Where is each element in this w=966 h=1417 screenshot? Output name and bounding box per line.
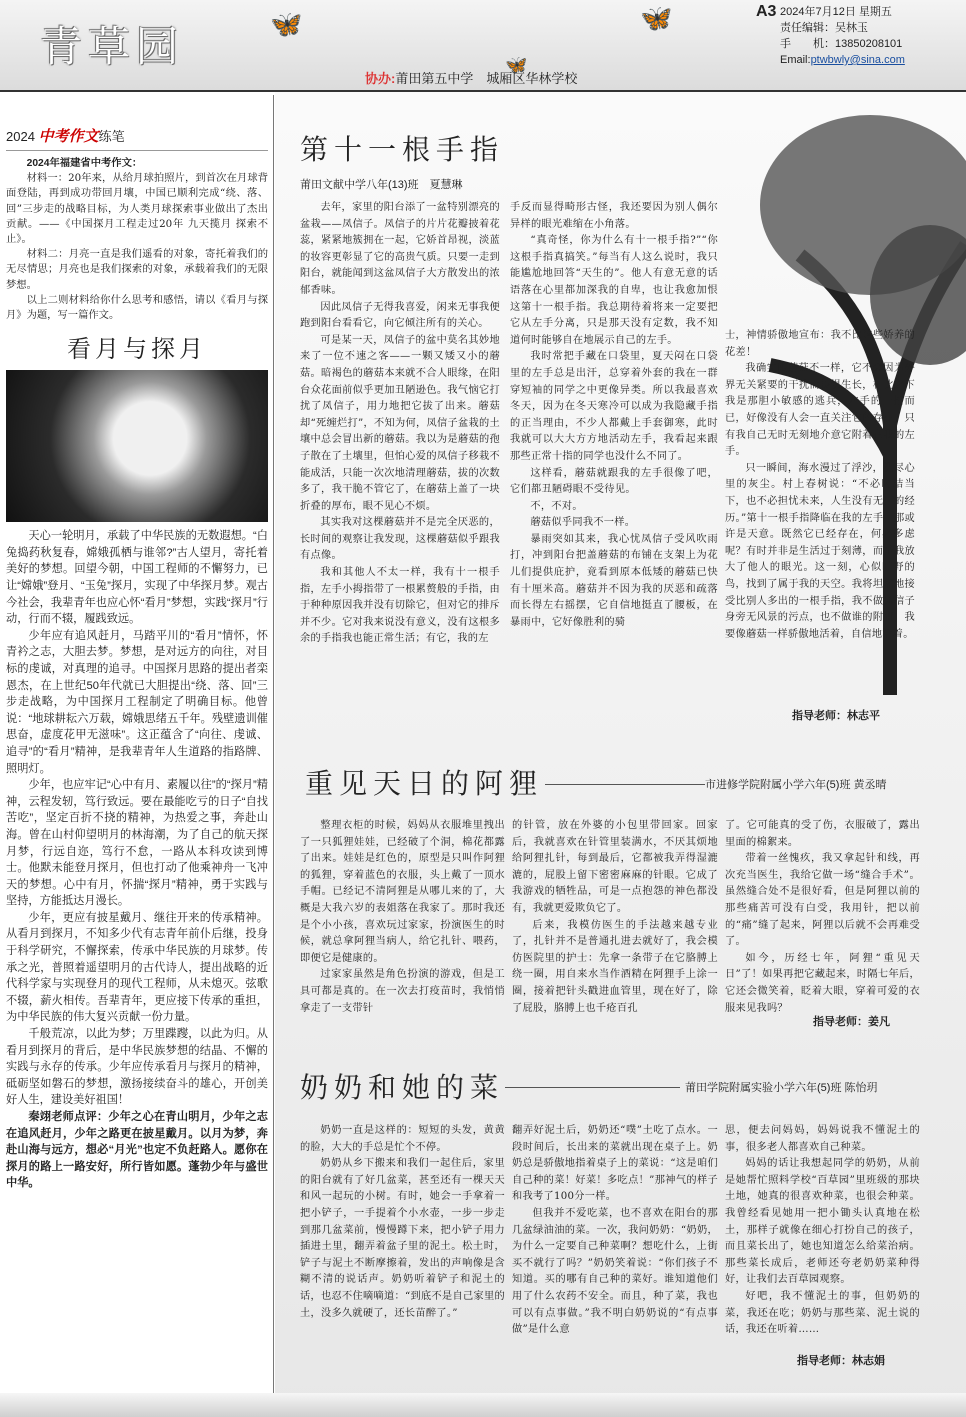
butterfly-icon: 🦋 xyxy=(270,10,303,40)
article-title: 第十一根手指 xyxy=(300,133,505,166)
article-column: 了。它可能真的受了伤，衣服破了，露出里面的棉絮来。 带着一丝愧疚，我又拿起针和线，再次充当医生，我给它做一场“缝合手术”。虽然缝合处不是很好看，但是阿狸以前的那些痛苦可没有白受，我用针，把以前的“痛”缝了起来，阿狸以后就不会再难受了。 如今，历经七年，阿狸“重见天日”了！如果再把它藏起来，时隔七年后，它还会微笑着，眨着大眼，穿着可爱的衣服来见我吗？ xyxy=(725,820,920,1014)
section-title: 青草园 xyxy=(40,22,185,71)
essay-body: 天心一轮明月，承载了中华民族的无数遐想。“白兔捣药秋复春，嫦娥孤栖与谁邻?”古人望月，寄托着美好的梦想。回望今朝，中国工程师的不懈努力，已让“嫦娥”登月、“玉兔”探月，实现了中华探月梦。观古今社会，我辈青年也应心怀“看月”梦想，实践“探月”行动，行而不辍，履践致远。 少年应有追风赶月，马踏平川的“看月”情怀，怀青衿之志，大胆去梦。梦想，是对远方的向往，对目标的虔诚，对真理的追寻。中国探月思路的提出者栾恩杰，在上世纪50年代就已大胆提出“绕、落、回”三步走战略，为中国探月工程制定了明确目标。他曾说：“地球耕耘六万载，嫦娥思绪五千年。残壁遗训催思奋，虚度花甲无滋味”。这正蕴含了“向往、虔诚、追寻”的“看月”精神，是我辈青年人生道路的指路牌、照明灯。 少年，也应牢记“心中有月、素履以往”的“探月”精神，云程发轫，笃行致远。要在最能吃亏的日子“自找苦吃”，坚定百折不挠的精神，为热爱之事，奔赴山海。曾在山村仰望明月的林海潮，为了自己的航天探月梦，行远自迩，笃行不怠，一路从本科攻读到博士。他默未能登月探月，但也打动了他乘神舟一飞冲天的梦想。心中有月，怀揣“探月”精神，勇于实践与坚持，方能抵达月漫长。 少年，更应有披星戴月、继往开来的传承精神。从看月到探月，不知多少代有志青年前仆后继，投身于科学研究，不懈探索，传承中华民族的月球梦。传承之光，普照着遥望明月的古代诗人，提出战略的近代科学家与实现登月的现代工程师，从未熄灭。弦歌不辍，薪火相传。吾辈青年，更应接下传承的重担，为中华民族的伟大复兴贡献一份力量。 千般荒凉，以此为梦；万里蹀躞，以此为归。从看月到探月的背后，是中华民族梦想的结晶、不懈的实践与永存的传承。少年应传承看月与探月的精神，砥砺坚如磐石的梦想，激扬接续奋斗的雄心，开创美好人生，建设美好祖国！ 秦翊老师点评：少年之心在青山明月，少年之志在追风赶月，少年之路更在披星戴月。以月为梦，奔赴山海与远方，想必“月光”也定不负赶路人。愿你在探月的路上一路安好，所行皆如愿。蓬勃少年与盛世中华。 xyxy=(6,528,268,1192)
date: 2024年7月12日 星期五 xyxy=(780,6,892,18)
byline: 市进修学院附属小学六年(5)班 黄丞晴 xyxy=(705,779,887,791)
prompt: 2024年福建省中考作文： 材料一：20年来，从给月球拍照片，到首次在月球背面登陆，再到成功带回月壤，中国已顺利完成“绕、落、回”三步走的战略目标，为人类月球探索事业做出了杰出贡献。——《中国探月工程走过20年 九天揽月 探索不止》。 材料二：月亮一直是我们遥看的对象，寄托着我们的无尽情思；月亮也是我们探索的对象，承载着我们的无限梦想。 以上二则材料给你什么思考和感悟，请以《看月与探月》为题，写一篇作文。 xyxy=(6,158,268,322)
article-column: 去年，家里的阳台添了一盆特别漂亮的盆栽——凤信子。凤信子的片片花瓣披着花蕊，紧紧地簇拥在一起，它娇首昂视，淡蓝的妆容更彰显了它的高贵气质。只要一走到阳台，就能闻到这盆凤信子大方散发出的浓郁香味。 因此凤信子无得我喜爱，闲来无事我便跑到阳台看看它，向它倾注所有的关心。 可是某一天，凤信子的盆中莫名其妙地来了一位不速之客——一颗又矮又小的蘑菇。暗褐色的蘑菇本来就不合人眼缘，在阳台众花面前似乎更加丑陋逊色。我气恼它打扰了凤信子，用力地把它拔了出来。蘑菇却“死缠烂打”，不知为何，凤信子盆栽的土壤中总会冒出新的蘑菇。我以为是蘑菇的孢子散在了土壤里，但怕心爱的凤信子移栽不能成活，只能一次次地清理蘑菇，拔的次数多了，我干脆不管它了，在蘑菇上盖了一块折叠的厚布，眼不见心不烦。 其实我对这棵蘑菇并不是完全厌恶的，长时间的观察让我发现，这棵蘑菇似乎跟我有点像。 我和其他人不太一样，我有十一根手指，左手小拇指带了一根累赘般的手指，由于种种原因我并没有切除它，但对它的排斥并不少。它对我来说没有意义，没有这根多余的手指我也能正常生活；有它，我的左 xyxy=(300,202,500,645)
essay-title: 看月与探月 xyxy=(67,335,207,364)
teacher-credit: 指导老师：林志平 xyxy=(792,710,880,722)
byline: 莆田文献中学八年(13)班 夏慧琳 xyxy=(300,179,463,191)
footer-decoration xyxy=(0,1393,966,1417)
article-column: 士，神情骄傲地宣布：我不比这些娇养的花差！ 我确实跟蘑菇不一样，它不会因为外界无关紧要的干扰而畏惧生长，相比之下我是那胆小敏感的逃兵，左手的一指而已，好像没有人会一直关注它的存在，只有我自己无时无刻地介意它附着在我的左手。 只一瞬间，海水漫过了浮沙，洗尽心里的灰尘。村上春树说：“不必时结当下，也不必担忧未来，人生没有无用的经历。”第十一根手指降临在我的左手，那或许是天意。既然它已经存在，何必多虑呢？有时并非是生活过于刻薄，而是我放大了他人的眼光。这一刻，心似旷野的鸟，找到了属于我的天空。我将坦然地接受比别人多出的一根手指，我不做凤信子身旁无风景的污点，也不做谁的附庸，我要像蘑菇一样骄傲地活着，自信地活着。 xyxy=(725,330,915,640)
article-column: 翻弄好泥土后，奶奶还“噗”土吃了点水。一段时间后，长出来的菜就出现在桌子上。奶奶总是骄傲地指着桌子上的菜说：“这是咱们自己种的菜！好菜！多吃点！”那神气的样子和我考了100分一样。 但我并不爱吃菜，也不喜欢在阳台的那几盆绿油油的菜。一次，我问奶奶：“奶奶，为什么一定要自己种菜啊？想吃什么，上街买不就行了吗？”奶奶笑着说：“你们孩子不知道。买的哪有自己种的菜好。谁知道他们用了什么农药不安全。而且，种了菜，我也可以有点事做。”我不明白奶奶说的“有点事做”是什么意 xyxy=(512,1125,718,1336)
email: Email:ptwbwly@sina.com xyxy=(780,54,905,66)
editor: 责任编辑：吴林玉 xyxy=(780,22,868,34)
article-column: 奶奶一直是这样的：短短的头发，黄黄的脸，大大的手总是忙个不停。 奶奶从乡下搬来和我们一起住后，家里的阳台就有了好几盆菜，甚至还有一棵天天和风一起玩的小树。有时，她会一手拿着一把小铲子，一手提着个小水壶，一步一步走到那几盆菜前，慢慢蹲下来，把小铲子用力插进土里，翻弄着盆子里的泥土。松土时，铲子与泥土不断摩擦着，发出的声响像是含糊不清的说话声。奶奶听着铲子和泥土的话，也忍不住嘀嘀道：“到底不是自己家里的土，没多久就硬了，还长苗醉了。” xyxy=(300,1125,505,1319)
moon-illustration xyxy=(6,370,268,522)
title-rule xyxy=(505,1087,680,1088)
butterfly-icon: 🦋 xyxy=(640,4,673,34)
phone: 手 机：13850208101 xyxy=(780,38,903,50)
article-title: 奶奶和她的菜 xyxy=(300,1071,505,1104)
left-column xyxy=(6,95,268,1192)
teacher-credit: 指导老师：姜凡 xyxy=(813,1016,890,1028)
article-column: 思，便去问妈妈，妈妈说我不懂泥土的事，很多老人都喜欢自己种菜。 妈妈的话让我想起同学的奶奶，从前是她帮忙照料学校“百草园”里班级的那块土地，她真的很喜欢种菜，也很会种菜。我曾经看见她用一把小锄头认真地在松土，那样子就像在细心打扮自己的孩子，而且菜长出了，她也知道怎么给菜治病。那些菜长成后，老师还夸老奶奶菜种得好，让我们去百草园观察。 好吧，我不懂泥土的事，但奶奶的菜，我还在吃；奶奶与那些菜、泥土说的话，我还在听着…… xyxy=(725,1125,920,1336)
byline: 莆田学院附属实验小学六年(5)班 陈怡玥 xyxy=(685,1082,878,1094)
butterfly-icon: 🦋 xyxy=(505,55,528,76)
teacher-credit: 指导老师：林志娟 xyxy=(797,1355,885,1367)
article-title: 重见天日的阿狸 xyxy=(305,767,544,800)
page-number: A3 xyxy=(756,3,777,20)
page-info xyxy=(756,3,905,68)
title-rule xyxy=(545,784,705,785)
article-column: 整理衣柜的时候，妈妈从衣服堆里拽出了一只狐狸娃娃，已经破了个洞，棉花都露了出来。娃娃是红色的，原型是只叫作阿狸的狐狸，穿着蓝色的衣服，头上戴了一顶水手帽。已经记不清阿狸是从哪儿来的了，大概是大我六岁的表姐落在我家了。那时我还是个小小孩，喜欢玩过家家，扮演医生的时候，就总拿阿狸当病人，给它扎针、喂药，即便它是健康的。 过家家虽然是角色扮演的游戏，但是工具可都是真的。在一次去打疫苗时，我悄悄拿走了一支带针 xyxy=(300,820,505,1014)
series-title: 2024 中考作文练笔 xyxy=(6,95,268,151)
teacher-comment: 秦翊老师点评：少年之心在青山明月，少年之志在追风赶月，少年之路更在披星戴月。以月为梦，奔赴山海与远方，想必“月光”也定不负赶路人。愿你在探月的路上一路安好，所行皆如愿。蓬勃少年与盛世中华。 xyxy=(6,1111,268,1190)
column-divider xyxy=(273,95,274,1410)
article-column: 的针管，放在外婆的小包里带回家。回家后，我就喜欢在针管里装满水，不厌其烦地给阿狸扎针，每到最后，它都被我弄得湿漉漉的，屁股上留下密密麻麻的针眼。它成了我游戏的牺牲品，可是一点抱怨的神色都没有，我就更爱欺负它了。 后来，我模仿医生的手法越来越专业了，扎针并不是普通扎进去就好了，我会模仿医院里的护士：先拿一条带子在它胳膊上绕一圈，用自来水当作酒精在阿狸手上涂一圈，接着把针头戳进血管里，现在好了，除了屁股，胳膊上也千疮百孔 xyxy=(512,820,718,1014)
article-column: 手反而显得畸形古怪，我还要因为别人偶尔异样的眼光难缩在小角落。 “真奇怪，你为什么有十一根手指?”“你这根手指真搞笑。”每当有人这么说时，我只能尴尬地回答“天生的”。他人有意无意的话语落在心里都加深我的自卑，也让我愈加恨这第十一根手指。我总期待着将来一定要把它从左手分离，只是那天没有定数，我不知道何时能够自在地展示自己的左手。 我时常把手藏在口袋里，夏天闷在口袋里的左手总是出汗，总穿着外套的我在一群穿短袖的同学之中更像异类。所以我最喜欢冬天，因为在冬天寒冷可以成为我隐藏手指的正当理由，不少人都戴上手套御寒，此时我就可以大大方方地活动左手，我看起来跟那些正常十指的同学也没什么不同了。 这样看，蘑菇就跟我的左手很像了吧，它们都丑陋碍眼不受待见。 不，不对。 蘑菇似乎同我不一样。 暴雨突如其来，我心忧凤信子受风吹雨打，冲到阳台把盖蘑菇的布铺在支架上为花儿们提供庇护，竟看到原本低矮的蘑菇已快有十厘米高。蘑菇并不因为我的厌恶和疏落而长得左右摇摆，它自信地挺直了腰板，在暴雨中，它好像胜利的骑 xyxy=(510,202,718,628)
co-organizer: 协办:莆田第五中学 城厢区华林学校 xyxy=(365,71,578,86)
